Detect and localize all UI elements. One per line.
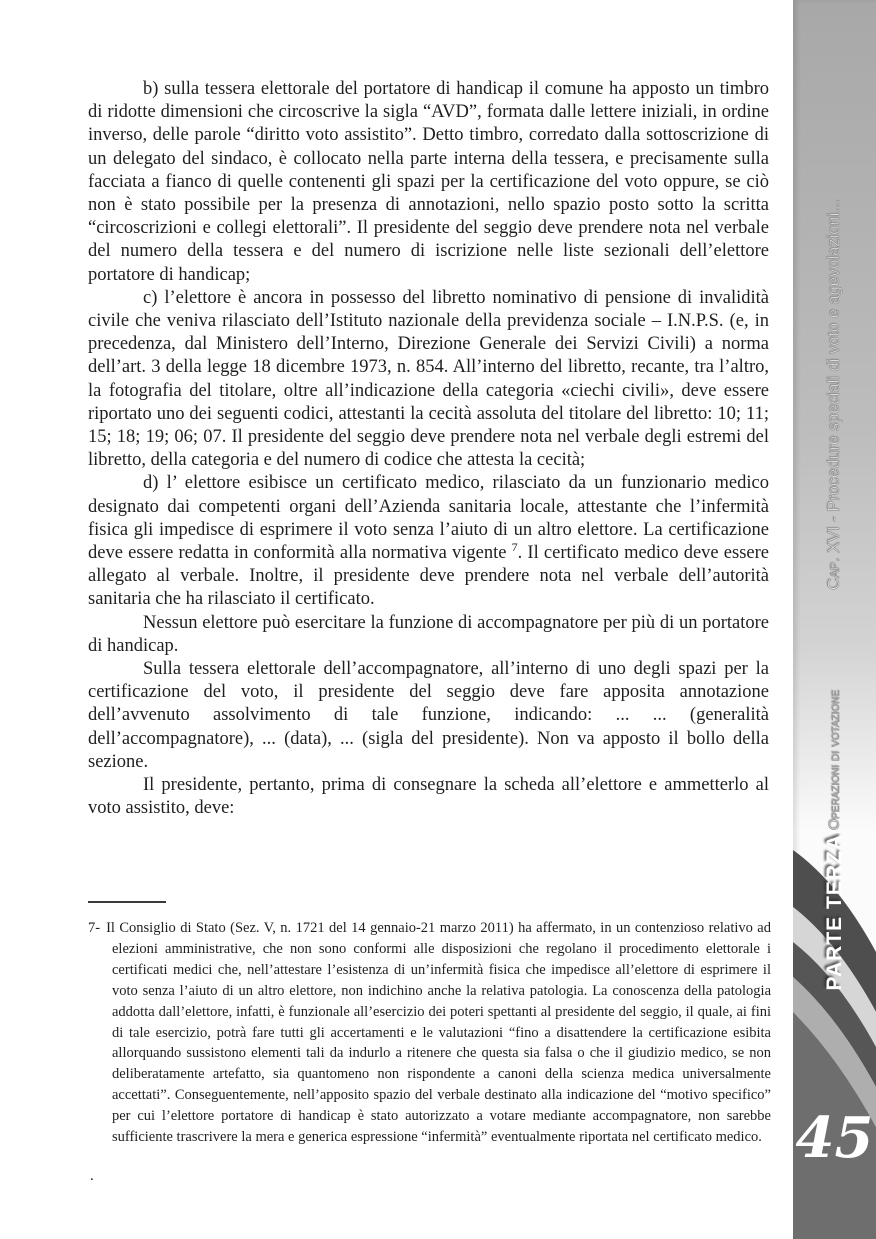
stray-period: .: [90, 1168, 94, 1184]
paragraph-d-text-after: . Il certificato medico deve essere allegato al verbale. Inoltre, il presidente deve prendere nota nel verbale dell’autorità sanitaria che ha rilasciato il certificato.: [88, 543, 770, 610]
paragraph-c: c) l’elettore è ancora in possesso del libretto nominativo di pensione di invalidità civile che veniva rilasciato dell’Istituto nazionale della previdenza sociale – I.N.P.S. (e, in precedenza, dal Ministero dell’Interno, Direzione Generale dei Servizi Civili) a norma dell’art. 3 della legge 18 dicembre 1973, n. 854. All’interno del libretto, recante, tra l’altro, la fotografia del titolare, oltre all’indicazione della categoria «ciechi civili», deve essere riportato uno dei seguenti codici, attestanti la cecità assoluta del titolare del libretto: 10; 11; 15; 18; 19; 06; 07. Il presidente del seggio deve prendere nota nel verbale degli estremi del libretto, della categoria e del numero di codice che attesta la cecità;: [88, 287, 769, 471]
page-edge-sidebar: [793, 0, 876, 1239]
chapter-running-head: [793, 180, 876, 610]
paragraph-il-presidente: Il presidente, pertanto, prima di consegnare la scheda all’elettore e ammetterlo al voto assistito, deve:: [88, 775, 769, 819]
footnote-separator-rule: [88, 901, 166, 903]
paragraph-sulla-tessera: Sulla tessera elettorale dell’accompagnatore, all’interno di uno degli spazi per la certificazione del voto, il presidente del seggio deve fare apposita annotazione dell’avvenuto assolvimento di tale funzione, indicando: ... ... (generalità dell’accompagnatore), ... (data), ... (sigla del presidente). Non va apposto il bollo della sezione.: [88, 659, 769, 772]
paragraph-d: [88, 472, 769, 611]
footnote-reference-7: 7: [511, 539, 518, 554]
chapter-title-label: - Procedure speciali di voto e agevolazioni...: [825, 199, 843, 527]
section-label: Operazioni di votazione: [826, 690, 843, 831]
paragraph-d-text: d) l’ elettore esibisce un certificato medico, rilasciato da un funzionario medico designato dai competenti organi dell’Azienda sanitaria locale, attestante che l’infermità fisica gli impedisce di esprimere il voto senza l’aiuto di un altro elettore. La certificazione deve essere redatta in conformità alla normativa vigente: [88, 473, 769, 564]
part-label-band: [793, 833, 876, 991]
page-number: 45: [795, 1104, 874, 1171]
main-text-column: [88, 78, 769, 821]
part-label: PARTE TERZA: [822, 833, 846, 991]
footnote-marker: 7-: [88, 920, 101, 936]
footnote-text: Il Consiglio di Stato (Sez. V, n. 1721 del 14 gennaio-21 marzo 2011) ha affermato, in un contenzioso relativo ad elezioni amministrative, che non sono conformi alle disposizioni che regolano il procedimento elettorale i certificati medici che, nell’attestare l’esistenza di un’infermità fisica che impedisce all’elettore di esprimere il voto senza l’aiuto di un altro elettore, non indichino anche la relativa patologia. La conoscenza della patologia addotta dall’elettore, infatti, è funzionale all’esercizio dei poteri spettanti al presidente del seggio, il quale, ai fini di tale esercizio, potrà fare tutti gli accertamenti e le valutazioni “fino a disattendere la certificazione esibita allorquando sussistono elementi tali da indurlo a ritenere che questa sia falsa o che il giudizio medico, se non deliberatamente artefatto, sia quantomeno non rispondente a canoni della scienza medica universalmente accettati”. Conseguentemente, nell’apposito spazio del verbale destinato alla indicazione del “motivo specifico” per cui l’elettore portatore di handicap è stato autorizzato a votare mediante accompagnatore, non sarebbe sufficiente trascrivere la mera e generica espressione “infermità” eventualmente riportata nel certificato medico.: [106, 920, 771, 1146]
section-running-head: [793, 688, 876, 833]
paragraph-b: b) sulla tessera elettorale del portatore di handicap il comune ha apposto un timbro di ridotte dimensioni che circoscrive la sigla “AVD”, formata dalle lettere iniziali, in ordine inverso, delle parole “diritto voto assistito”. Detto timbro, corredato dalla sottoscrizione di un delegato del sindaco, è collocato nella parte interna della tessera, e precisamente sulla facciata a fianco di quelle contenenti gli spazi per la certificazione del voto oppure, se ciò non è stato possibile per la presenza di annotazioni, nello spazio posto sotto la scritta “circoscrizioni e collegi elettorali”. Il presidente del seggio deve prendere nota nel verbale del numero della tessera e del numero di iscrizione nelle liste sezionali dell’elettore portatore di handicap;: [88, 79, 769, 285]
footnote-7: [88, 918, 771, 1148]
chapter-number-label: Cap. XVI: [825, 526, 843, 591]
paragraph-nessun-elettore: Nessun elettore può esercitare la funzione di accompagnatore per più di un portatore di handicap.: [88, 612, 769, 656]
